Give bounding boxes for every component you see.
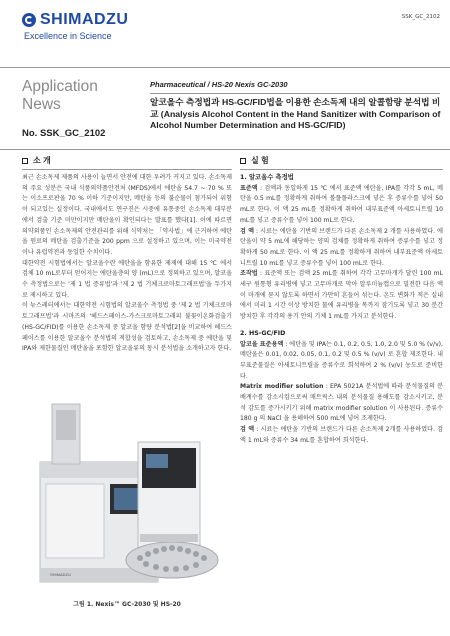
application-news-label — [22, 78, 98, 114]
paragraph-label: Matrix modifier solution — [240, 383, 324, 391]
experiment-body — [240, 173, 443, 447]
figure-caption: 그림 1. Nexis™ GC-2030 및 HS-20 — [73, 601, 181, 608]
application-number: No. SSK_GC_2102 — [22, 128, 106, 139]
intro-paragraph: 이 뉴스레터에서는 대한약전 시험법의 알코올수 측정법 중 '제 2 법 기체크로마토그래프법'과 시마즈의 '헤드스페이스-가스크로마토그래피 불꽃이온화검출기 (HS-GC/FID)를 이용한 손소독제 중 알코올 함량 분석법[2]을 비교하여 헤드스페이스를 이용한 알코올수 분석법의 적합성을 검토하고, 손소독제 중 에탄올 및 IPA와 제한물질인 메탄올을 포함한 알코올류의 동시 분석법을 소개하고자 한다. — [22, 302, 232, 353]
experiment-paragraph — [240, 269, 443, 323]
experiment-paragraph — [240, 425, 443, 446]
subsection-title: 2. HS-GC/FID — [240, 329, 286, 337]
page-title: 알코올수 측정법과 HS-GC/FID법을 이용한 손소독제 내의 알콜함량 분석법 비교 (Analysis Alcohol Content in the Hand Sanitizer with Comparison of Alcohol Number Determination and HS-GC/FID) — [150, 97, 441, 130]
experiment-paragraph — [240, 340, 443, 383]
app-label-line2: News — [22, 96, 61, 113]
gc-instrument-illustration — [22, 384, 232, 596]
category-divider — [150, 93, 440, 94]
paragraph-text: : 표준액 또는 검액 25 mL를 취하여 각각 고무마개가 달린 100 mL 세구 원통형 유리병에 넣고 고무마개로 막아 알루미늄캡으로 밀전한 다음 액이 마개에 묻지 않도록 하면서 가만히 흔들어 섞는다. 온도 변화가 적은 실내에서 미리 1 시간 이상 방치한 물에 유리병을 목까지 잠기도록 넣고 30 분간 방치한 후 각각의 용기 안의 기체 1 mL를 가지고 분석한다. — [240, 270, 444, 321]
instrument-figure — [22, 384, 232, 596]
paragraph-text: : 시료는 에탄올 기반의 브랜드가 다른 손소독제 2 개를 사용하였다. 에탄올이 약 5 mL에 해당하는 양의 검체를 정확하게 취하여 증류수를 넣고 정확하게 50 mL로 한다. 이 액 25 mL를 정확하게 취하여 내부표준액 아세토니트릴 10 mL를 넣고 증류수를 넣어 100 mL로 한다. — [240, 227, 443, 267]
experiment-heading — [240, 155, 443, 166]
paragraph-label: 표준액 — [240, 184, 258, 192]
intro-section — [22, 155, 232, 355]
paragraph-text: : 검액과 동일하게 15 ℃ 에서 표준액 에탄올, IPA를 각각 5 mL, 메탄올 0.5 mL를 정확하게 취하여 볼플플라스크에 넣은 후 증류수를 넣어 50 mL로 한다. 이 액 25 mL를 정확하게 취하여 내부표준액 아세토니트릴 10 mL를 넣고 증류수를 넣어 100 mL로 한다. — [240, 184, 444, 224]
experiment-paragraph — [240, 382, 443, 425]
shimadzu-logo-icon — [22, 13, 36, 27]
experiment-paragraph — [240, 227, 443, 270]
app-label-line1: Application — [22, 78, 98, 95]
experiment-section — [240, 155, 443, 447]
category-label: Pharmaceutical / HS-20 Nexis GC-2030 — [150, 80, 288, 89]
section-box-icon — [240, 158, 246, 164]
intro-heading — [22, 155, 232, 166]
paragraph-text: : 에탄올 및 IPA는 0.1, 0.2, 0.5, 1.0, 2.0 및 5.0 % (v/v), 메탄올은 0.01, 0.02, 0.05, 0.1, 0.2 및 0.5 % (v/v) 로 혼합 제조한다. 내부표준물질은 아세토니트릴을 증류수로 희석하여 2 % (v/v) 농도로 준비한다. — [240, 340, 443, 380]
instrument-brand-text: SHIMADZU — [50, 572, 71, 577]
paragraph-text: : 시료는 에탄올 기반의 브랜드가 다른 손소독제 2개를 사용하였다. 검액 1 mL와 증류수 34 mL를 혼합하여 희석한다. — [240, 426, 443, 444]
intro-paragraph: 최근 손소독제 제품의 사용이 늘면서 안전에 대한 우려가 커지고 있다. 손소독제의 주요 성분은 국내 식품의약품안전처 (MFDS)에서 에탄올 54.7 ~ 70 % 또는 이소프로판올 70 % 이하 기준이지만, 메탄올 등의 불순물이 첨가되어 위험이 되고있는 실정이다. 국내에서도 연구진은 시중에 유통중인 손소독제 대부분에서 검출 기준 미만이지만 메탄올이 확인되다는 발표를 했다[1]. 이에 따르면 의약외품인 손소독제의 안전관리를 위해 식약처는 「약사법」에 근거하여 에탄올 원료의 메탄올 검출기준을 200 ppm 으로 설정하고 있으며, 이는 미국약전이나 유럽약전과 동일한 수치이다. — [22, 174, 232, 256]
intro-heading-rule — [22, 169, 232, 170]
shimadzu-logo — [22, 11, 128, 41]
experiment-heading-text: 실 험 — [251, 156, 269, 165]
title-divider — [0, 149, 450, 150]
logo-wordmark: SHIMADZU — [40, 11, 129, 28]
paragraph-label: 검 액 — [240, 227, 254, 235]
intro-paragraph: 대한약전 시험법에서는 알코올수란 에탄올을 함유한 제제에 대해 15 ℃ 에서 검체 10 mL로부터 얻어지는 에탄올층의 양 (mL)으로 정의하고 있으며, 알코올수 측정법으로는 '제 1 법 증류법'과 '제 2 법 기체크로마토그래프법'을 두가지로 제시하고 있다. — [22, 259, 232, 299]
paragraph-label: 조작법 — [240, 270, 258, 278]
header-divider — [0, 67, 450, 68]
experiment-paragraph — [240, 184, 443, 227]
experiment-heading-rule — [240, 169, 443, 170]
section-box-icon — [22, 158, 28, 164]
intro-heading-text: 소 개 — [33, 156, 51, 165]
subsection-title: 1. 알코올수 측정법 — [240, 174, 294, 181]
intro-body — [22, 173, 232, 355]
paragraph-label: 검 액 — [240, 426, 255, 434]
document-id: SSK_GC_2102 — [401, 14, 440, 20]
paragraph-text: : EPA 5021A 분석법에 따라 분석물질의 분배계수를 감소시킴으로써 매트릭스 내의 분석물질 용해도를 감소시키고, 분석 감도를 증가시키기 위해 matrix modifier solution 이 사용된다. 증류수 180 g 의 NaCl 을 용해하여 500 mL에 넣어 조제한다. — [240, 383, 444, 423]
paragraph-label: 알코올 표준용액 — [240, 340, 284, 348]
logo-tagline: Excellence in Science — [24, 31, 112, 41]
